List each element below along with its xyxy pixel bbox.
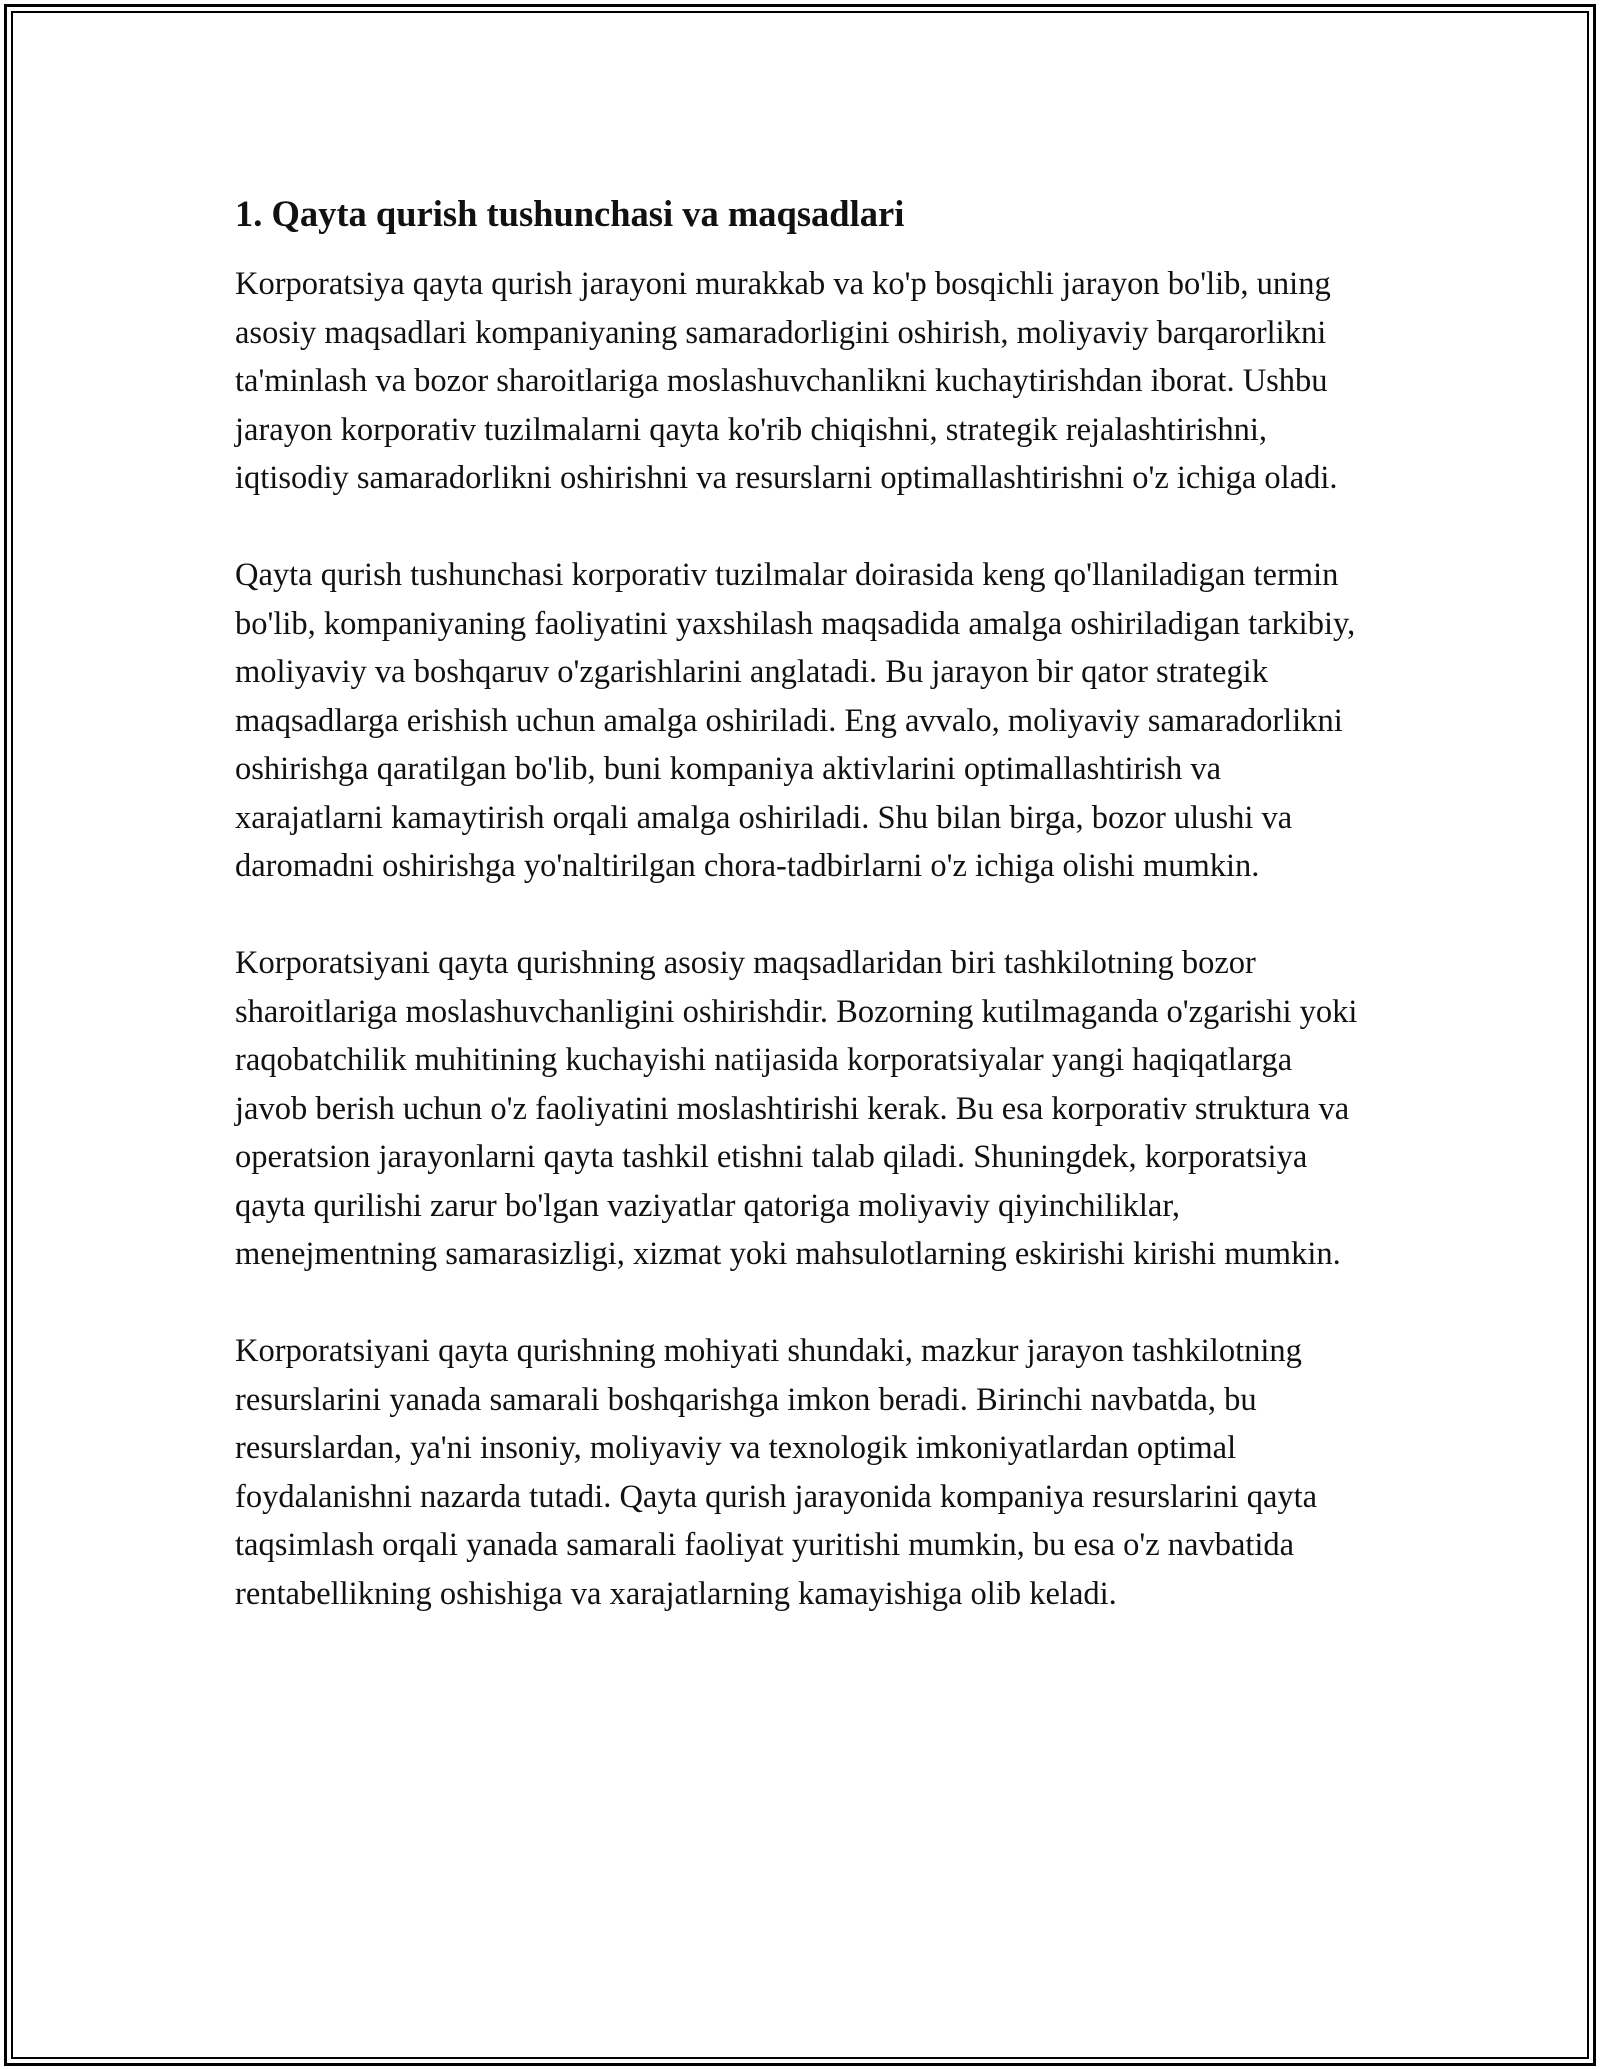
section-heading: 1. Qayta qurish tushunchasi va maqsadlari — [235, 193, 905, 234]
paragraph-1: Korporatsiya qayta qurish jarayoni murakkab va ko'p bosqichli jarayon bo'lib, uning asosiy maqsadlari kompaniyaning samaradorligini oshirish, moliyaviy barqarorlikni ta'minlash va bozor sharoitlariga moslashuvchanlikni kuchaytirishdan iborat. Ushbu jarayon korporativ tuzilmalarni qayta ko'rib chiqishni, strategik rejalashtirishni, iqtisodiy samaradorlikni oshirishni va resurslarni optimallashtirishni o'z ichiga oladi. — [235, 266, 1338, 496]
paragraph-2: Qayta qurish tushunchasi korporativ tuzilmalar doirasida keng qo'llaniladigan termin bo'lib, kompaniyaning faoliyatini yaxshilash maqsadida amalga oshiriladigan tarkibiy, moliyaviy va boshqaruv o'zgarishlarini anglatadi. Bu jarayon bir qator strategik maqsadlarga erishish uchun amalga oshiriladi. Eng avvalo, moliyaviy samaradorlikni oshirishga qaratilgan bo'lib, buni kompaniya aktivlarini optimallashtirish va xarajatlarni kamaytirish orqali amalga oshiriladi. Shu bilan birga, bozor ulushi va daromadni oshirishga yo'naltirilgan chora-tadbirlarni o'z ichiga olishi mumkin. — [235, 557, 1356, 884]
document-body — [235, 185, 1370, 1667]
paragraph-4: Korporatsiyani qayta qurishning mohiyati shundaki, mazkur jarayon tashkilotning resurslarini yanada samarali boshqarishga imkon beradi. Birinchi navbatda, bu resurslardan, ya'ni insoniy, moliyaviy va texnologik imkoniyatlardan optimal foydalanishni nazarda tutadi. Qayta qurish jarayonida kompaniya resurslarini qayta taqsimlash orqali yanada samarali faoliyat yuritishi mumkin, bu esa o'z navbatida rentabellikning oshishiga va xarajatlarning kamayishiga olib keladi. — [235, 1333, 1318, 1612]
paragraph-3: Korporatsiyani qayta qurishning asosiy maqsadlaridan biri tashkilotning bozor sharoitlariga moslashuvchanligini oshirishdir. Bozorning kutilmaganda o'zgarishi yoki raqobatchilik muhitining kuchayishi natijasida korporatsiyalar yangi haqiqatlarga javob berish uchun o'z faoliyatini moslashtirishi kerak. Bu esa korporativ struktura va operatsion jarayonlarni qayta tashkil etishni talab qiladi. Shuningdek, korporatsiya qayta qurilishi zarur bo'lgan vaziyatlar qatoriga moliyaviy qiyinchiliklar, menejmentning samarasizligi, xizmat yoki mahsulotlarning eskirishi kirishi mumkin. — [235, 945, 1358, 1272]
